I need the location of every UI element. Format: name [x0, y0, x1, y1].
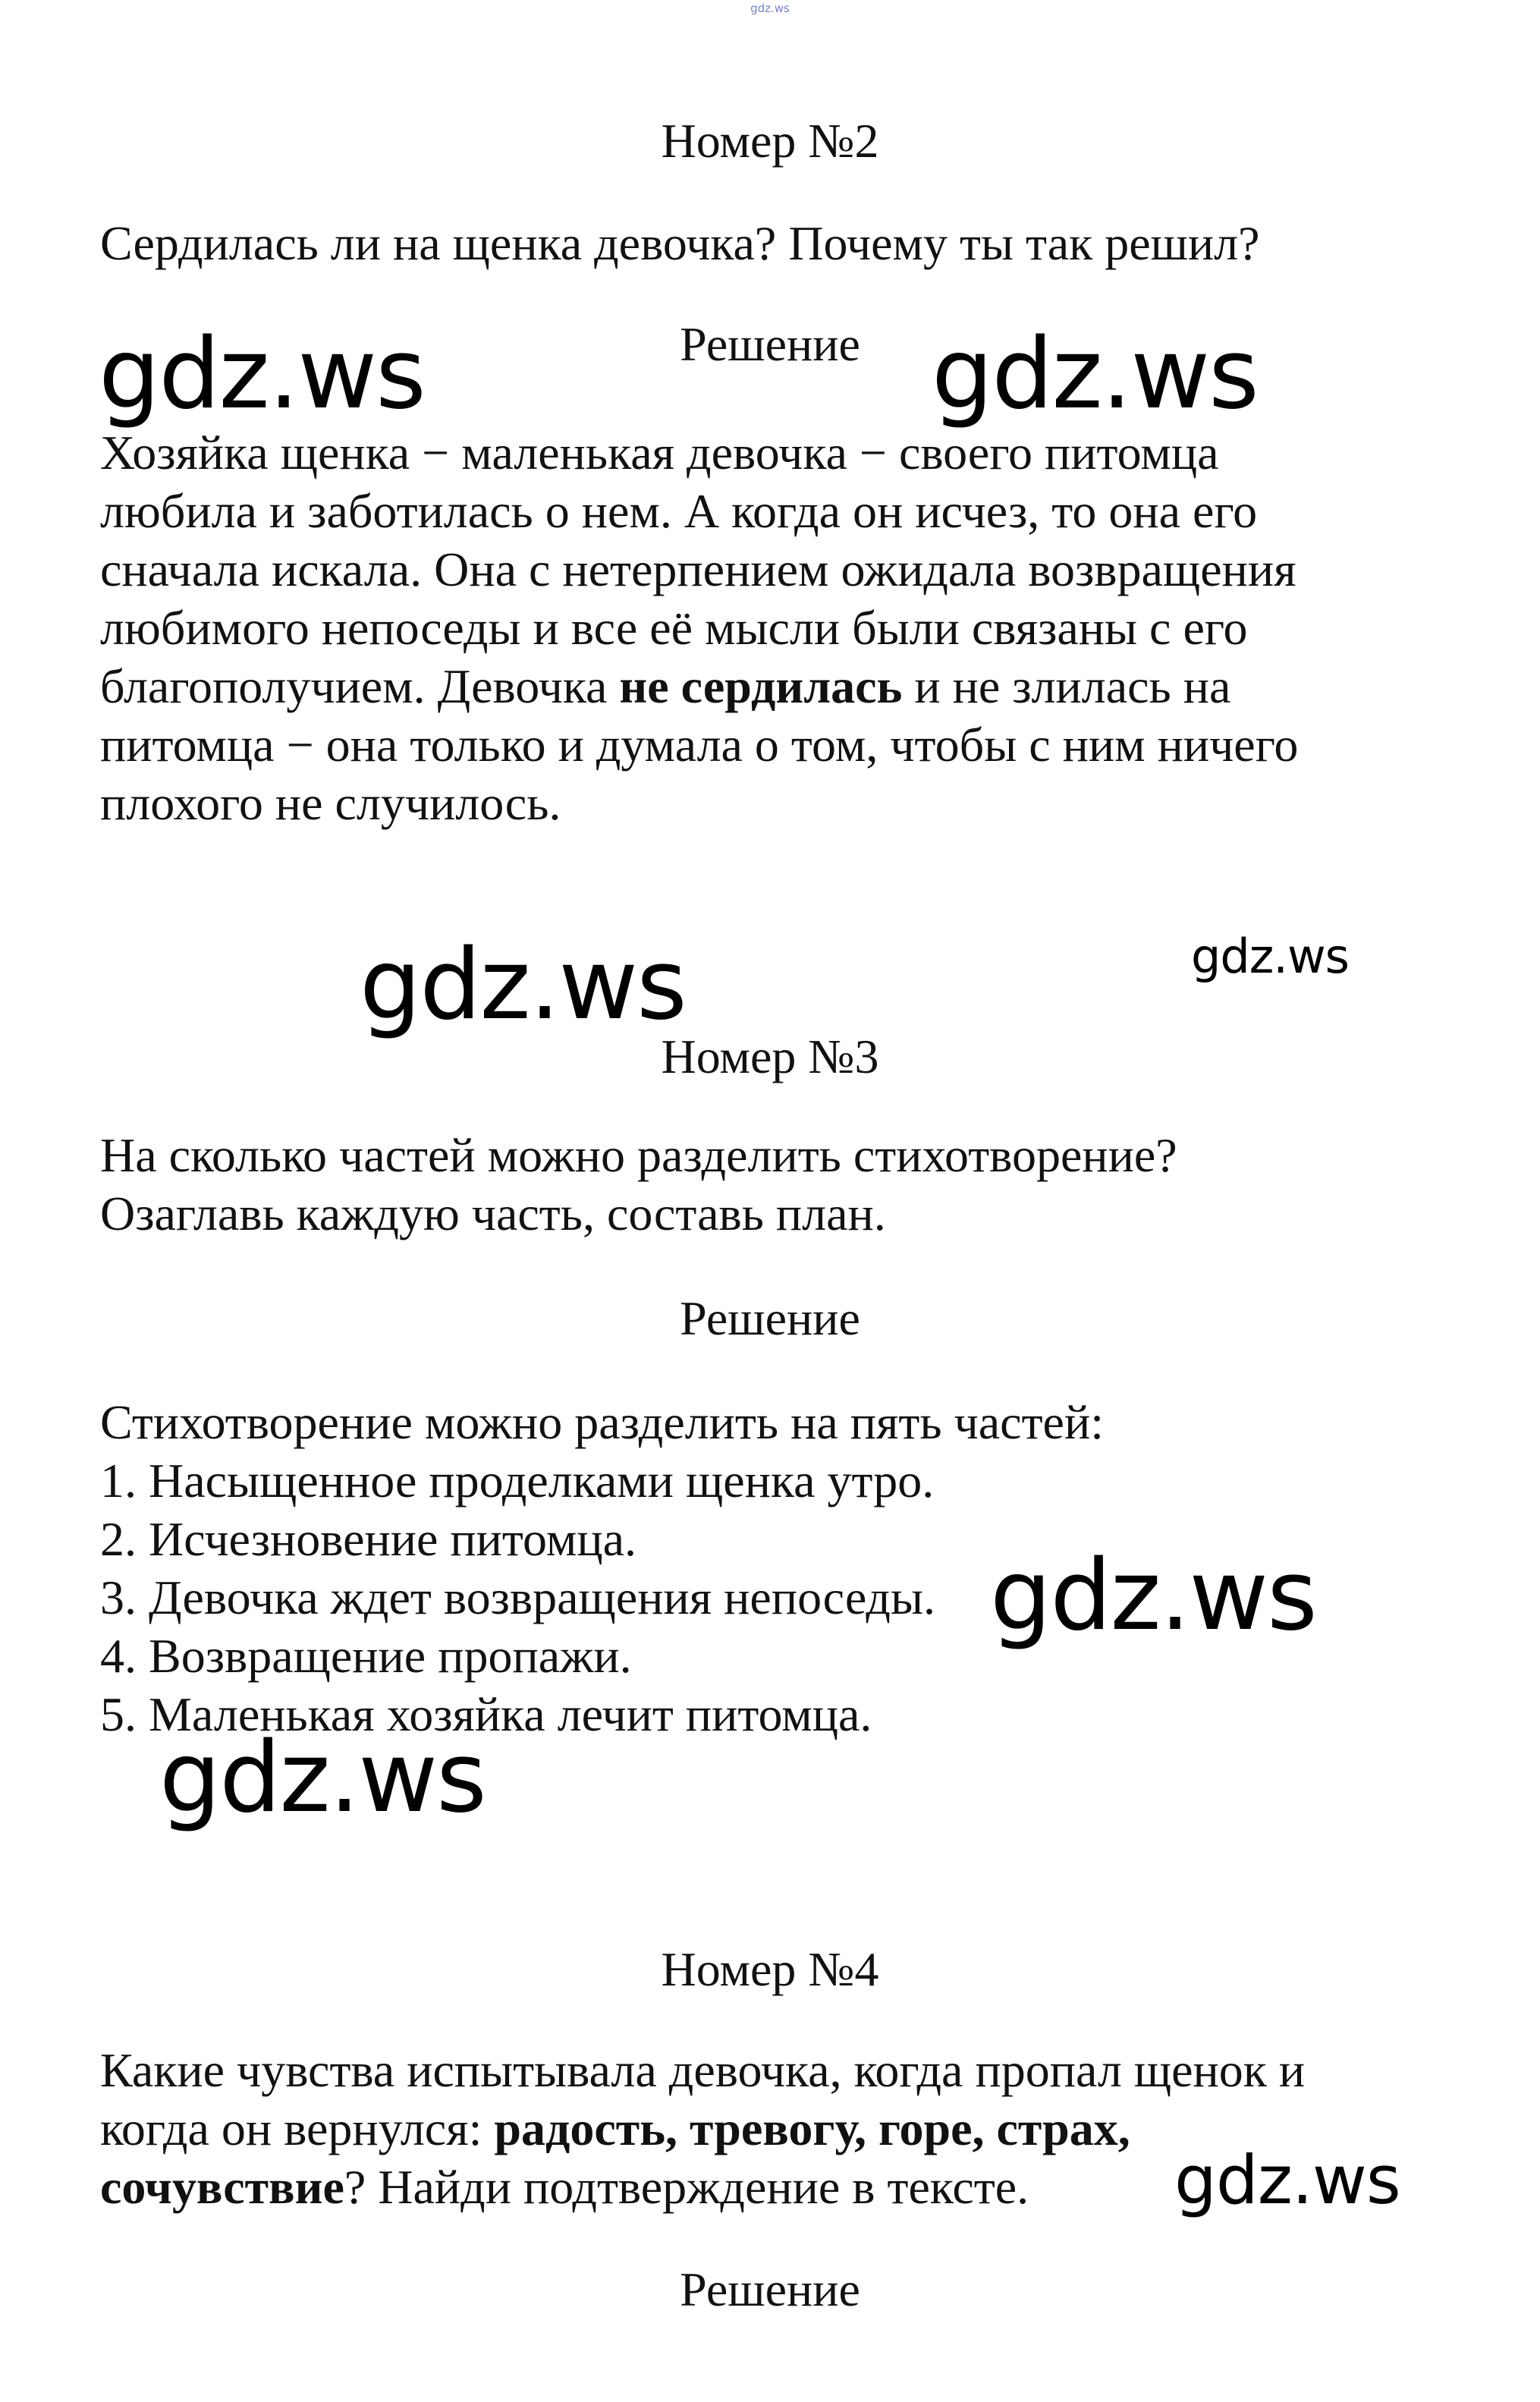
watermark: gdz.ws — [99, 318, 425, 431]
plan-item: 3. Девочка ждет возвращения непоседы. — [100, 1570, 935, 1624]
answer-line: любила и заботилась о нем. А когда он исчез, то она его — [100, 484, 1258, 538]
watermark: gdz.ws — [932, 318, 1258, 431]
watermark: gdz.ws — [159, 1721, 486, 1835]
section-2-question — [100, 214, 1466, 272]
watermark: gdz.ws — [360, 929, 686, 1042]
plan-item: 5. Маленькая хозяйка лечит питомца. — [100, 1687, 872, 1741]
answer-text: и не злилась на — [902, 659, 1231, 713]
section-2-solution-label: Решение — [680, 317, 860, 371]
answer-line: любимого непоседы и все её мысли были связаны с его — [100, 601, 1248, 655]
section-2-answer — [100, 423, 1466, 832]
section-4-title: Номер №4 — [661, 1942, 879, 1996]
question-bold-text: сочувствие — [100, 2160, 344, 2214]
question-bold-text: радость, тревогу, горе, страх, — [494, 2102, 1130, 2155]
question-line: На сколько частей можно разделить стихотворение? — [100, 1128, 1177, 1182]
watermark: gdz.ws — [1174, 2141, 1400, 2219]
answer-line: плохого не случилось. — [100, 776, 561, 830]
answer-line — [100, 657, 1466, 715]
question-text: ? Найди подтверждение в тексте. — [344, 2160, 1029, 2214]
plan-intro: Стихотворение можно разделить на пять частей: — [100, 1395, 1104, 1449]
question-line: Озаглавь каждую часть, составь план. — [100, 1187, 886, 1240]
plan-item: 4. Возвращение пропажи. — [100, 1629, 632, 1683]
top-watermark: gdz.ws — [750, 2, 790, 15]
watermark: gdz.ws — [1191, 929, 1349, 984]
section-3-solution-label: Решение — [680, 1291, 860, 1345]
plan-item: 2. Исчезновение питомца. — [100, 1512, 636, 1566]
section-3-question — [100, 1126, 1466, 1243]
answer-line: сначала искала. Она с нетерпением ожидала возвращения — [100, 542, 1296, 596]
answer-line: Хозяйка щенка − маленькая девочка − своего питомца — [100, 426, 1219, 479]
answer-bold-text: не сердилась — [619, 659, 903, 713]
answer-text: благополучием. Девочка — [100, 659, 620, 713]
question-line: Какие чувства испытывала девочка, когда пропал щенок и — [100, 2043, 1306, 2097]
answer-line: питомца − она только и думала о том, чтобы с ним ничего — [100, 718, 1299, 772]
section-3-title: Номер №3 — [661, 1030, 879, 1083]
question-line: Сердилась ли на щенка девочка? Почему ты так решил? — [100, 216, 1260, 270]
section-4-solution-label: Решение — [680, 2262, 860, 2316]
plan-item: 1. Насыщенное проделками щенка утро. — [100, 1454, 935, 1508]
watermark: gdz.ws — [990, 1539, 1316, 1652]
section-2-title: Номер №2 — [661, 114, 879, 168]
question-text: когда он вернулся: — [100, 2102, 495, 2155]
